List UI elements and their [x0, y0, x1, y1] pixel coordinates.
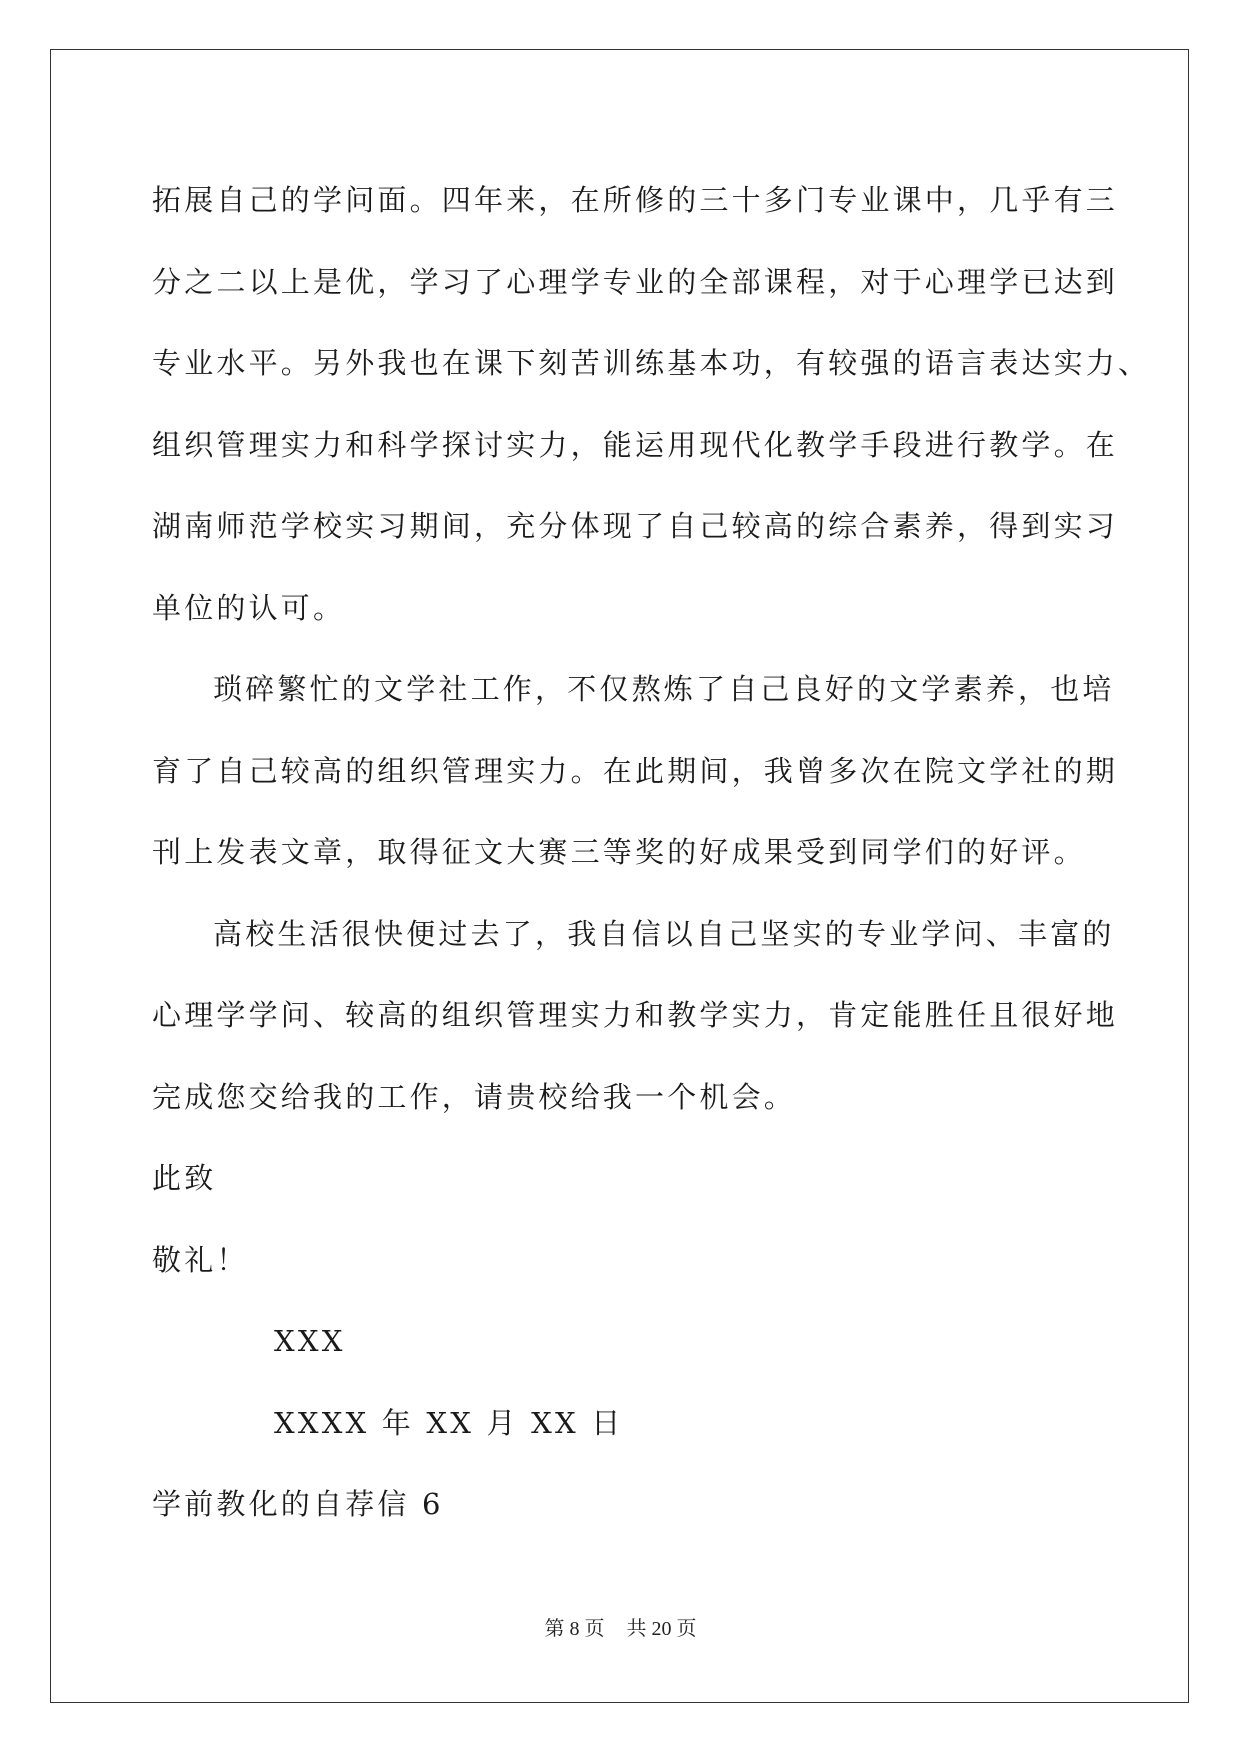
signature-name: XXX	[274, 1324, 346, 1358]
paragraph-line: 单位的认可。	[152, 590, 346, 625]
paragraph-line: 刊上发表文章，取得征文大赛三等奖的好成果受到同学们的好评。	[152, 835, 1086, 869]
paragraph-line: 组织管理实力和科学探讨实力，能运用现代化教学手段进行教学。在	[152, 427, 1119, 462]
paragraph-line: 完成您交给我的工作，请贵校给我一个机会。	[152, 1079, 797, 1114]
page-number: 第 8 页	[544, 1618, 605, 1640]
signature-date: XXXX 年 XX 月 XX 日	[274, 1405, 624, 1440]
paragraph-line: 专业水平。另外我也在课下刻苦训练基本功，有较强的语言表达实力、	[152, 346, 1151, 380]
paragraph-line: 拓展自己的学问面。四年来，在所修的三十多门专业课中，几乎有三	[152, 183, 1119, 217]
page-total: 共 20 页	[626, 1618, 697, 1640]
paragraph-line: 分之二以上是优，学习了心理学专业的全部课程，对于心理学已达到	[152, 264, 1119, 299]
paragraph-line: 湖南师范学校实习期间，充分体现了自己较高的综合素养，得到实习	[152, 509, 1119, 543]
section-heading: 学前教化的自荐信 6	[152, 1487, 444, 1521]
closing-regards: 敬礼！	[152, 1242, 249, 1277]
paragraph-line: 育了自己较高的组织管理实力。在此期间，我曾多次在院文学社的期	[152, 753, 1119, 788]
paragraph-line: 心理学学问、较高的组织管理实力和教学实力，肯定能胜任且很好地	[152, 998, 1119, 1032]
paragraph-line: 琐碎繁忙的文学社工作，不仅熬炼了自己良好的文学素养，也培	[213, 672, 1115, 706]
page-footer	[0, 1612, 1241, 1641]
document-body	[152, 160, 1151, 1546]
closing-salutation: 此致	[152, 1161, 217, 1195]
paragraph-line: 高校生活很快便过去了，我自信以自己坚实的专业学问、丰富的	[213, 916, 1115, 951]
